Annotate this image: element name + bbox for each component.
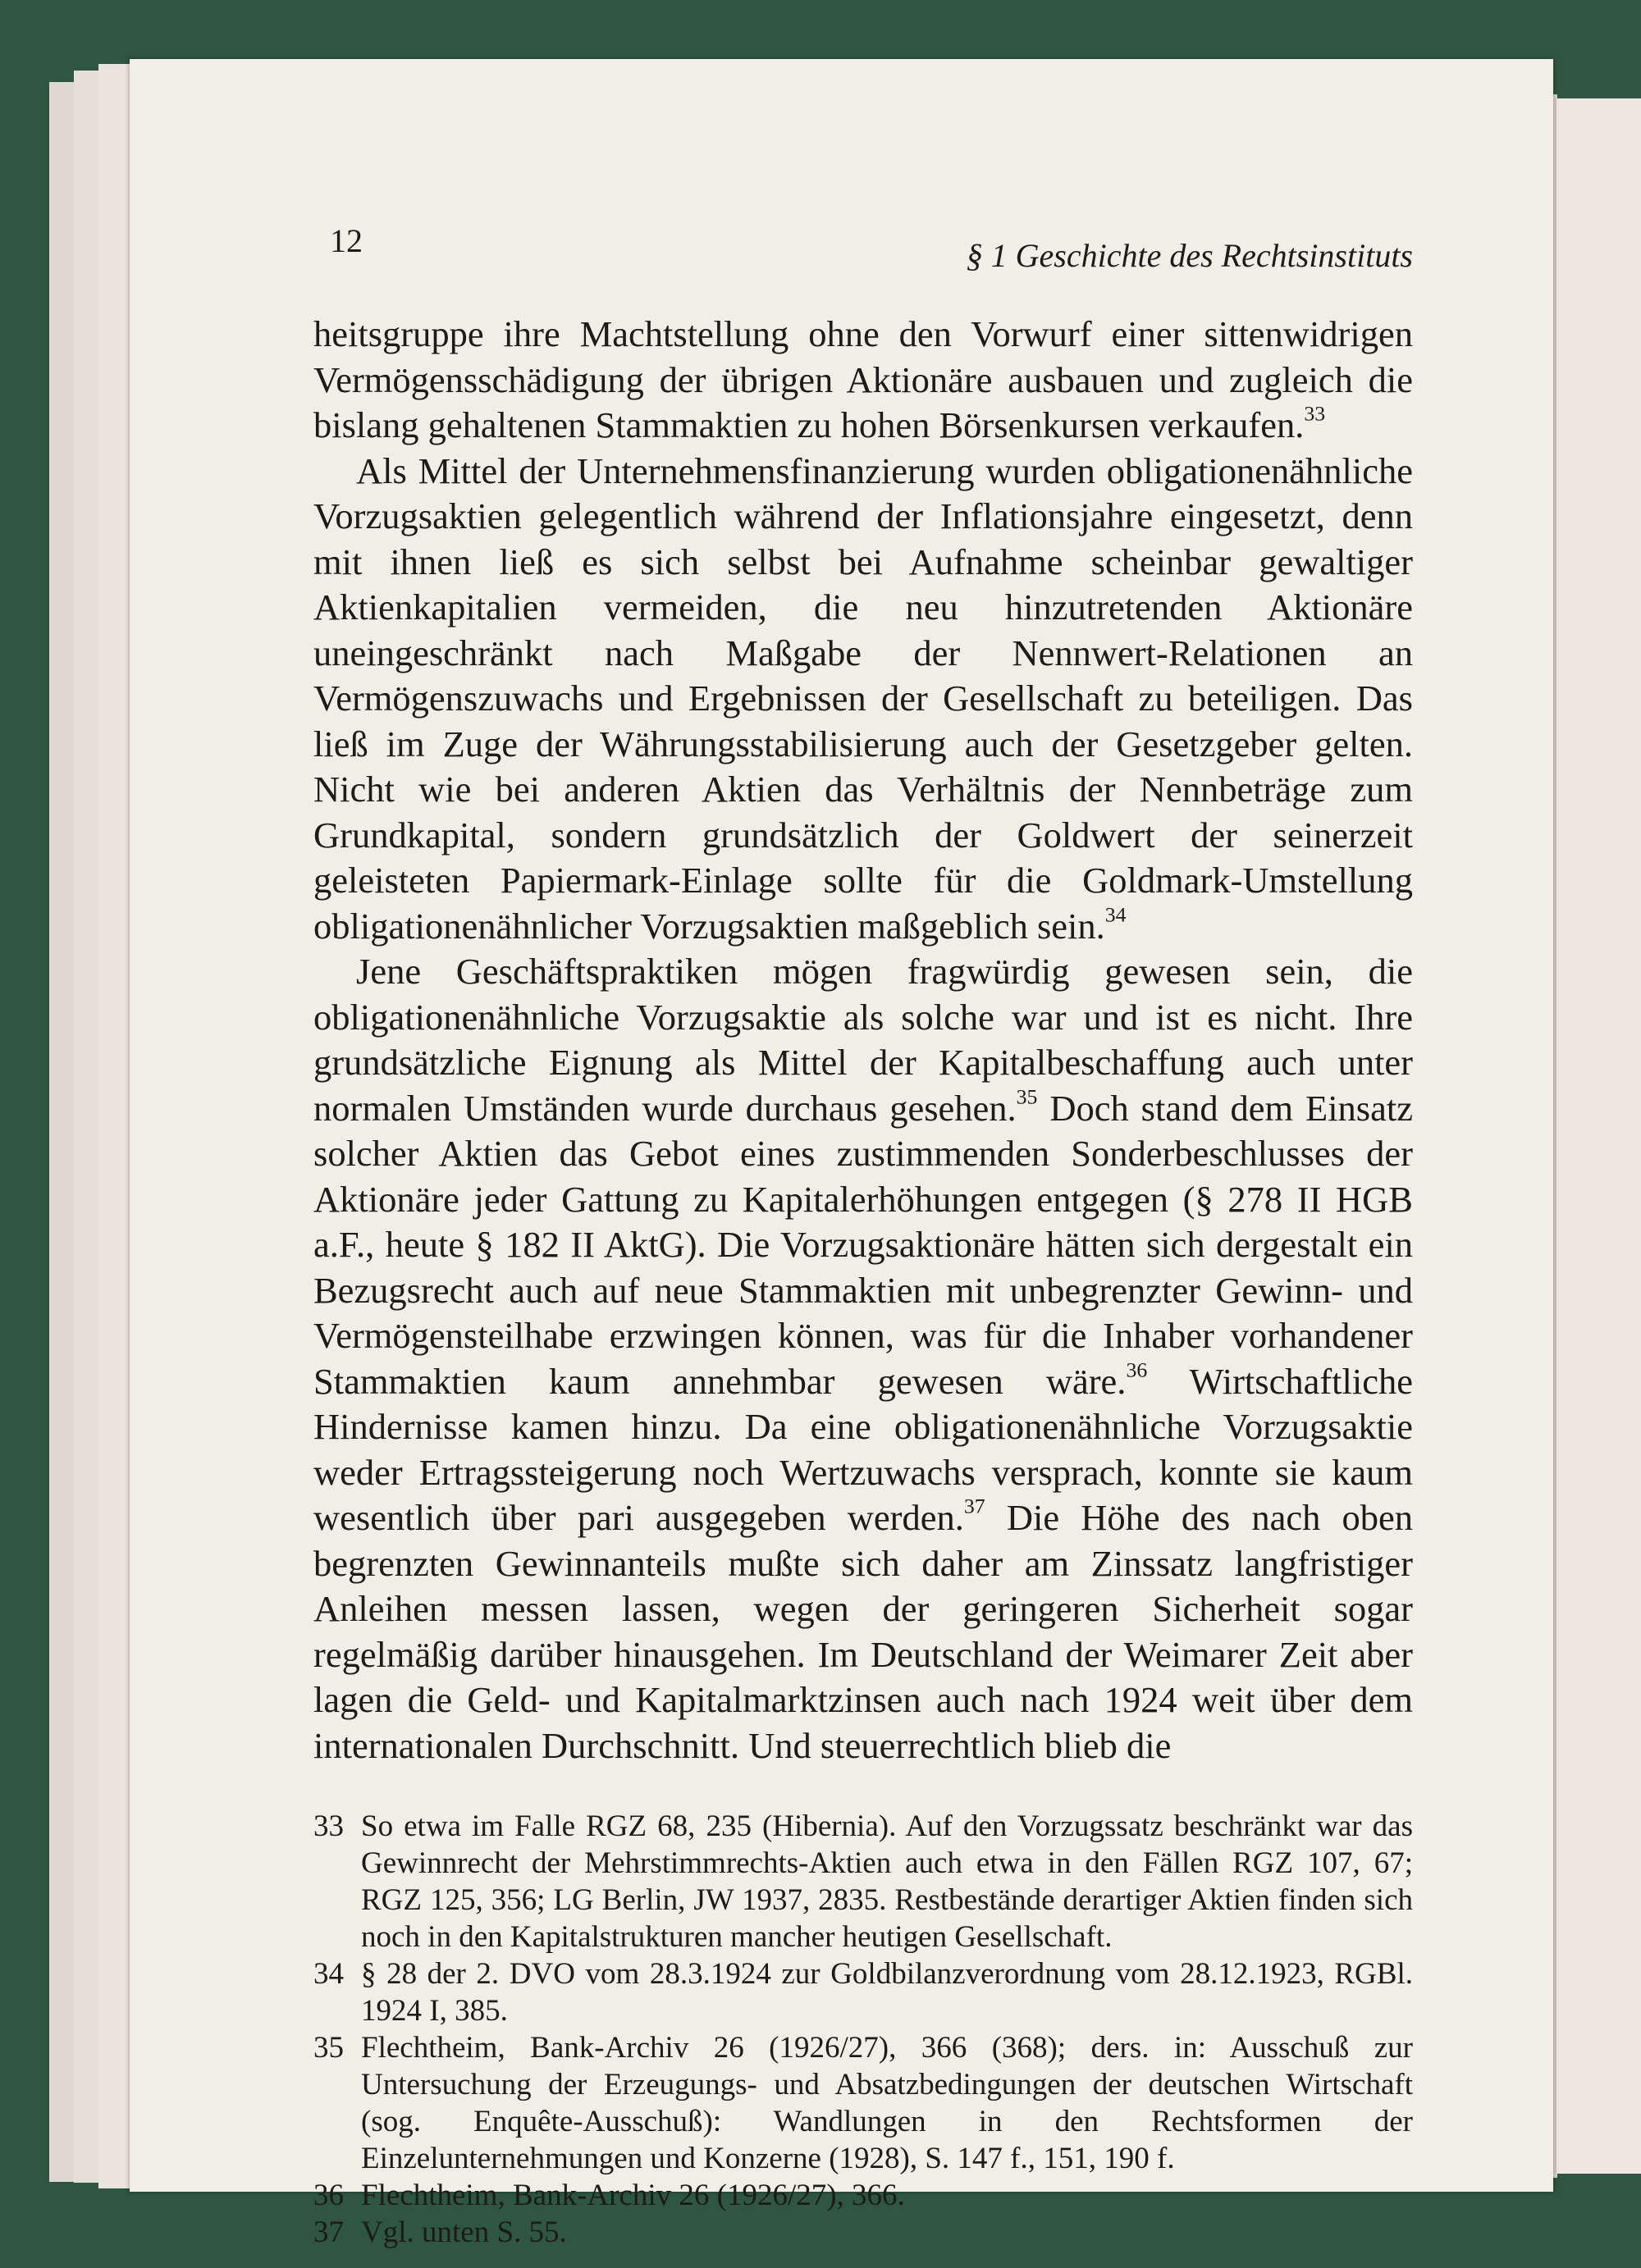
footnote-ref: 37 — [963, 1494, 985, 1518]
footnote-number: 35 — [313, 2031, 344, 2065]
footnote — [313, 1808, 1413, 1955]
paragraph — [313, 312, 1413, 449]
footnote-number: 34 — [313, 1957, 344, 1991]
paragraph-text: Wirtschaftliche Hindernisse kamen hinzu. Da eine obligationenähnliche Vorzugsaktie weder Ertragssteigerung noch Wertzuwachs versprach, konnte sie kaum wesentlich über pari ausgegeben werden. — [313, 1360, 1413, 1538]
footnote-text: § 28 der 2. DVO vom 28.3.1924 zur Goldbilanzverordnung vom 28.12.1923, RGBl. 1924 I, 385. — [361, 1957, 1413, 2028]
paragraph-text: Jene Geschäftspraktiken mögen fragwürdig gewesen sein, die obligationenähnliche Vorzugsaktie als solche war und ist es nicht. Ihre grundsätzliche Eignung als Mittel der Kapitalbeschaffung auch unter normalen Umständen wurde durchaus gesehen. — [313, 951, 1413, 1129]
body-text — [313, 312, 1413, 1768]
paragraph — [313, 949, 1413, 1768]
page-content — [313, 213, 1413, 2251]
footnote — [313, 2177, 1413, 2214]
footnote — [313, 2214, 1413, 2251]
paragraph-text: heitsgruppe ihre Machtstellung ohne den Vorwurf einer sittenwidrigen Vermögensschädigung der übrigen Aktionäre ausbauen und zugleich die bislang gehaltenen Stammaktien zu hohen Börsenkursen verkaufen. — [313, 313, 1413, 445]
page-header — [313, 213, 1413, 279]
paragraph-text: Doch stand dem Einsatz solcher Aktien das Gebot eines zustimmenden Sonderbeschlusses der Aktionäre jeder Gattung zu Kapitalerhöhungen entgegen (§ 278 II HGB a.F., heute § 182 II AktG). Die Vorzugsaktionäre hätten sich dergestalt ein Bezugsrecht auch auf neue Stammaktien mit unbegrenzter Gewinn- und Vermögensteilhabe erzwingen können, was für die Inhaber vorhandener Stammaktien kaum annehmbar gewesen wäre. — [313, 1087, 1413, 1402]
footnote-number: 36 — [313, 2179, 344, 2212]
footnotes — [313, 1808, 1413, 2251]
footnote-ref: 33 — [1304, 401, 1326, 426]
page-number: 12 — [330, 222, 363, 259]
footnote-number: 37 — [313, 2216, 344, 2249]
footnote-ref: 36 — [1126, 1357, 1148, 1381]
paragraph-text: Als Mittel der Unternehmensfinanzierung wurden obligationenähnliche Vorzugsaktien gelegentlich während der Inflationsjahre eingesetzt, denn mit ihnen ließ es sich selbst bei Aufnahme scheinbar gewaltiger Aktienkapitalien vermeiden, die neu hinzutretenden Aktionäre uneingeschränkt nach Maßgabe der Nennwert-Relationen an Vermögenszuwachs und Ergebnissen der Gesellschaft zu beteiligen. Das ließ im Zuge der Währungsstabilisierung auch der Gesetzgeber gelten. Nicht wie bei anderen Aktien das Verhältnis der Nennbeträge zum Grundkapital, sondern grundsätzlich der Goldwert der seinerzeit geleisteten Papiermark-Einlage sollte für die Goldmark-Umstellung obligationenähnlicher Vorzugsaktien maßgeblich sein. — [313, 449, 1413, 947]
footnote-text: Vgl. unten S. 55. — [361, 2216, 567, 2249]
footnote — [313, 2029, 1413, 2177]
footnote-text: Flechtheim, Bank-Archiv 26 (1926/27), 366 (368); ders. in: Ausschuß zur Untersuchung der Erzeugungs- und Absatzbedingungen der deutschen Wirtschaft (sog. Enquête-Ausschuß): Wandlungen in den Rechtsformen der Einzelunternehmungen und Konzerne (1928), S. 147 f., 151, 190 f. — [361, 2031, 1413, 2175]
paragraph — [313, 449, 1413, 950]
paragraph-text: Die Höhe des nach oben begrenzten Gewinnanteils mußte sich daher am Zinssatz langfristiger Anleihen messen lassen, wegen der geringeren Sicherheit sogar regelmäßig darüber hinausgehen. Im Deutschland der Weimarer Zeit aber lagen die Geld- und Kapitalmarktzinsen auch nach 1924 weit über dem internationalen Durchschnitt. Und steuerrechtlich blieb die — [313, 1497, 1413, 1766]
footnote-ref: 35 — [1016, 1084, 1038, 1108]
footnote-text: Flechtheim, Bank-Archiv 26 (1926/27), 366. — [361, 2179, 905, 2212]
footnote — [313, 1955, 1413, 2029]
running-head: § 1 Geschichte des Rechtsinstituts — [966, 237, 1413, 274]
facing-page-edge — [1555, 98, 1641, 2174]
footnote-ref: 34 — [1104, 901, 1127, 926]
footnote-text: So etwa im Falle RGZ 68, 235 (Hibernia). Auf den Vorzugssatz beschränkt war das Gewinnrecht der Mehrstimmrechts-Aktien auch etwa in den Fällen RGZ 107, 67; RGZ 125, 356; LG Berlin, JW 1937, 2835. Restbestände derartiger Aktien finden sich noch in den Kapitalstrukturen mancher heutigen Gesellschaft. — [361, 1809, 1413, 1954]
footnote-number: 33 — [313, 1809, 344, 1843]
